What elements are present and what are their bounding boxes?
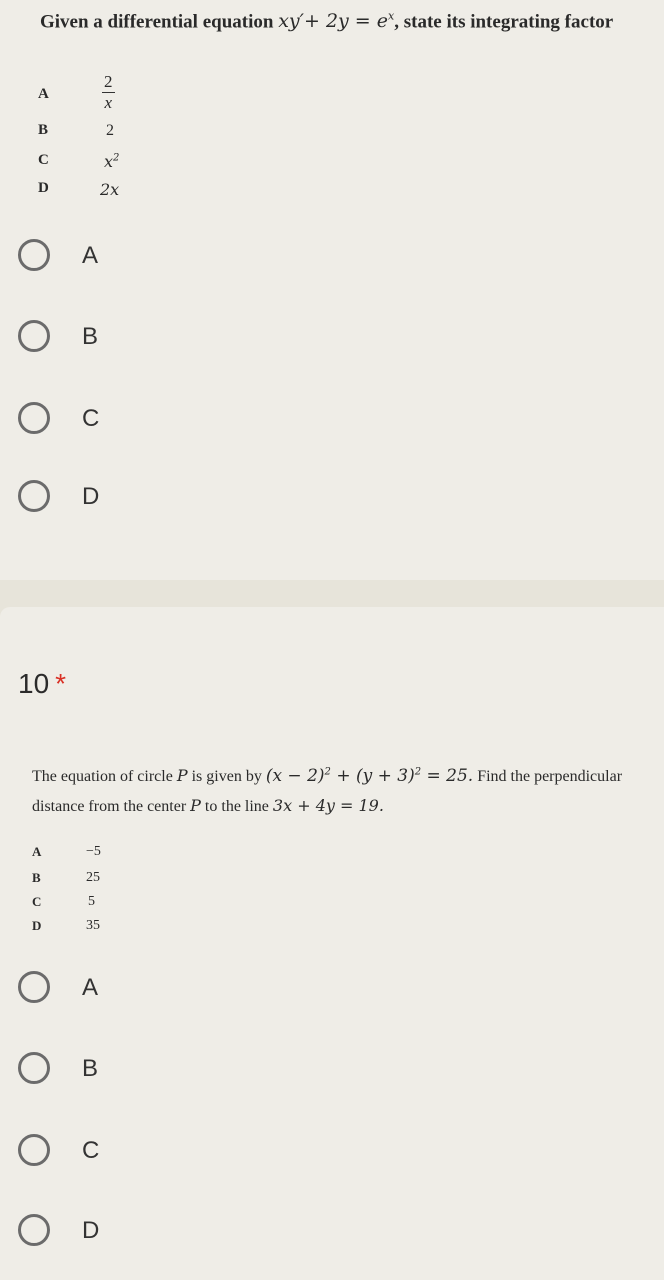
required-asterisk: * (55, 668, 67, 699)
radio-d[interactable] (18, 1214, 50, 1246)
question-prefix: Given a differential equation (40, 11, 274, 33)
radio-c[interactable] (18, 1134, 50, 1166)
radio-a[interactable] (18, 971, 50, 1003)
radio-b[interactable] (18, 320, 50, 352)
radio-d[interactable] (18, 480, 50, 512)
question-text-line1: The equation of circle P is given by $(x - 2)^2 + (y + 3)^2 = 25$. Find the perpendicular (32, 766, 623, 786)
question-suffix: , state its integrating factor (394, 11, 614, 33)
question-equation: $xy'+ 2y = e^x$ (278, 10, 395, 33)
option-a-fraction: $\frac{2}{x}$ (104, 72, 113, 112)
question-number: 10 * (18, 668, 67, 699)
radio-b[interactable] (18, 1052, 50, 1084)
question-text (40, 10, 660, 33)
option-table: A $\frac{2}{x}$ B 2 C $x^2$ D 2x (38, 72, 120, 199)
radio-a[interactable] (18, 239, 50, 271)
radio-c[interactable] (18, 402, 50, 434)
question-text-line2: distance from the center P to the line 3x + 4y = 19. (32, 796, 384, 815)
option-table-q10: A −5 B 25 C 5 D 35 (32, 844, 101, 933)
question-card-9: Given a differential equation $xy'+ 2y = e^x$, state its integrating factor A $\frac{2}{x}$ B 2 C $x^2$ D 2x A B C D (0, 0, 664, 580)
